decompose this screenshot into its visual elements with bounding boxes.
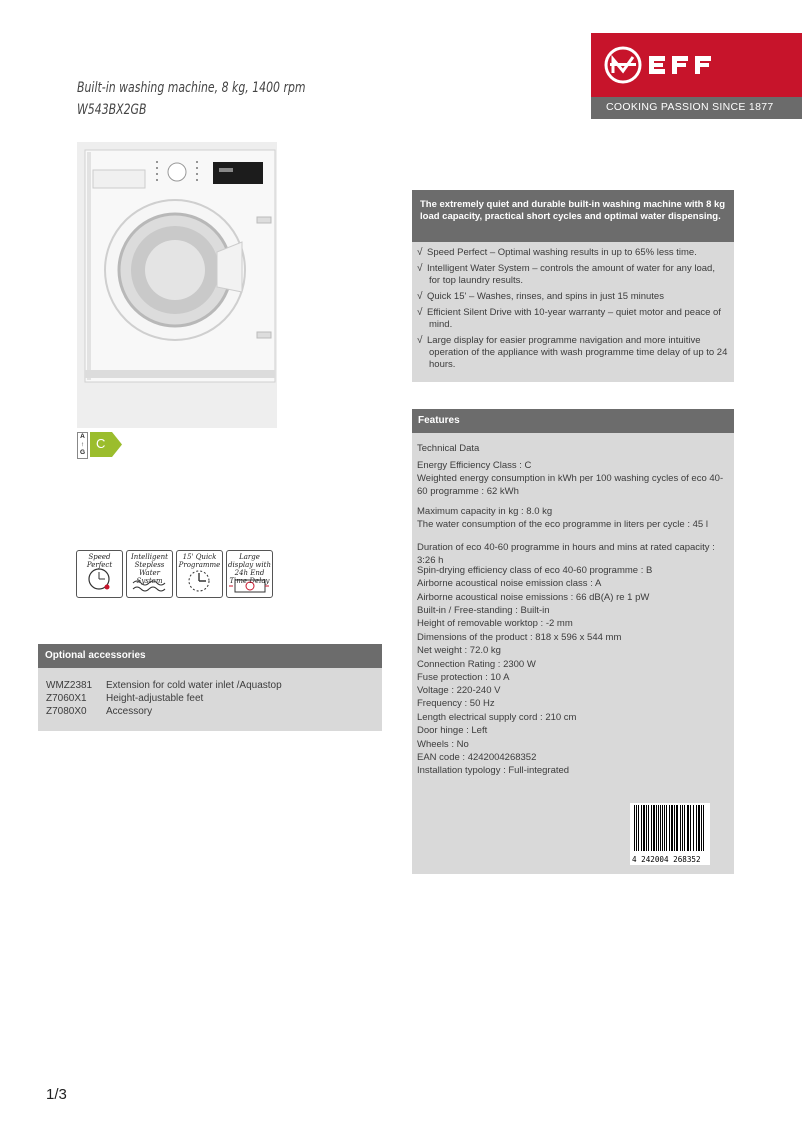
technical-data-line: Voltage : 220-240 V xyxy=(417,685,501,696)
washing-machine-image xyxy=(77,142,277,428)
accessory-desc: Extension for cold water inlet /Aquastop xyxy=(106,680,282,691)
accessories-heading: Optional accessories xyxy=(45,650,146,661)
accessory-code: Z7060X1 xyxy=(46,693,87,704)
feature-icon-label: Speed Perfect xyxy=(86,553,113,569)
ean-barcode xyxy=(630,803,710,865)
accessory-desc: Accessory xyxy=(106,706,153,717)
summary-bullets xyxy=(412,242,734,382)
energy-arrow-icon xyxy=(90,432,122,457)
brand-tagline-bar xyxy=(591,97,802,119)
technical-data-line: Spin-drying efficiency class of eco 40-60 programme : B xyxy=(417,565,653,576)
summary-heading: The extremely quiet and durable built-in washing machine with 8 kg load capacity, practical short cycles and optimal water dispensing. xyxy=(420,199,726,222)
neff-logo-icon xyxy=(601,43,761,87)
technical-data-line: Duration of eco 40-60 programme in hours and mins at rated capacity : 3:26 h xyxy=(417,542,715,567)
accessory-code: Z7080X0 xyxy=(46,706,87,717)
technical-data-line: Fuse protection : 10 A xyxy=(417,672,510,683)
summary-bullet: √ Quick 15' – Washes, rinses, and spins in just 15 minutes xyxy=(417,291,664,302)
energy-scale xyxy=(77,432,88,459)
feature-icon-label: Intelligent Stepless Water System xyxy=(131,553,168,585)
technical-data-line: Installation typology : Full-integrated xyxy=(417,765,570,776)
end-time-delay-icon xyxy=(226,550,273,598)
features-heading: Features xyxy=(418,415,460,426)
summary-bullet: √ Intelligent Water System – controls the amount of water for any load, for top laundry results. xyxy=(417,263,715,286)
accessory-desc: Height-adjustable feet xyxy=(106,693,204,704)
product-model: W543BX2GB xyxy=(77,102,147,118)
technical-data-line: The water consumption of the eco programme in liters per cycle : 45 l xyxy=(417,519,708,530)
check-icon: √ xyxy=(417,335,423,346)
technical-data-line: Length electrical supply cord : 210 cm xyxy=(417,712,577,723)
quick-programme-icon xyxy=(176,550,223,598)
technical-data-line: Height of removable worktop : -2 mm xyxy=(417,618,573,629)
accessory-code: WMZ2381 xyxy=(46,680,93,691)
product-photo xyxy=(77,142,277,428)
energy-scale-bottom: G xyxy=(79,449,86,456)
energy-scale-top: A xyxy=(80,433,85,440)
features-panel xyxy=(412,433,734,874)
technical-data-line: Net weight : 72.0 kg xyxy=(417,645,501,656)
technical-data-title: Technical Data xyxy=(417,443,480,454)
features-heading-bar xyxy=(412,409,734,433)
energy-class: C xyxy=(96,436,106,451)
technical-data-line: Maximum capacity in kg : 8.0 kg xyxy=(417,506,553,517)
summary-bullet: √ Speed Perfect – Optimal washing results in up to 65% less time. xyxy=(417,247,697,258)
product-title-block xyxy=(77,77,306,121)
feature-icons xyxy=(76,550,272,598)
barcode-digits: 4 242004 268352 xyxy=(632,855,701,864)
technical-data-line: Frequency : 50 Hz xyxy=(417,698,495,709)
feature-icon-label: 15' Quick Programme xyxy=(178,553,221,569)
accessories-list xyxy=(38,668,382,731)
neff-logo xyxy=(591,33,802,97)
summary-bullet: √ Large display for easier programme navigation and more intuitive operation of the appliance with wash programme time delay of up to 24 hours. xyxy=(417,335,728,370)
technical-data-line: EAN code : 4242004268352 xyxy=(417,752,537,763)
summary-bullet: √ Efficient Silent Drive with 10-year warranty – quiet motor and peace of mind. xyxy=(417,307,721,330)
summary-heading-bar xyxy=(412,190,734,242)
technical-data-line: Dimensions of the product : 818 x 596 x 544 mm xyxy=(417,632,622,643)
product-title: Built-in washing machine, 8 kg, 1400 rpm xyxy=(77,80,306,96)
check-icon: √ xyxy=(417,307,423,318)
feature-icon-label: Large display with 24h End Time Delay xyxy=(228,553,271,585)
energy-class-badge xyxy=(90,432,122,457)
water-system-icon xyxy=(126,550,173,598)
check-icon: √ xyxy=(417,263,423,274)
technical-data-line: Airborne acoustical noise emission class : A xyxy=(417,578,602,589)
technical-data-line: Wheels : No xyxy=(417,739,469,750)
technical-data-line: Airborne acoustical noise emissions : 66 dB(A) re 1 pW xyxy=(417,592,650,603)
brand-logo-block xyxy=(591,33,802,119)
technical-data-line: Connection Rating : 2300 W xyxy=(417,659,536,670)
page-number: 1/3 xyxy=(46,1086,67,1103)
barcode-icon xyxy=(630,803,710,855)
accessories-heading-bar xyxy=(38,644,382,668)
check-icon: √ xyxy=(417,247,423,258)
speed-perfect-icon xyxy=(76,550,123,598)
energy-scale-arrow-icon: ↑ xyxy=(80,441,85,448)
technical-data-line: Door hinge : Left xyxy=(417,725,488,736)
technical-data-line: Weighted energy consumption in kWh per 100 washing cycles of eco 40-60 programme : 62 kWh xyxy=(417,473,724,498)
check-icon: √ xyxy=(417,291,423,302)
technical-data-line: Built-in / Free-standing : Built-in xyxy=(417,605,550,616)
brand-tagline: COOKING PASSION SINCE 1877 xyxy=(606,101,774,113)
technical-data-line: Energy Efficiency Class : C xyxy=(417,460,532,471)
